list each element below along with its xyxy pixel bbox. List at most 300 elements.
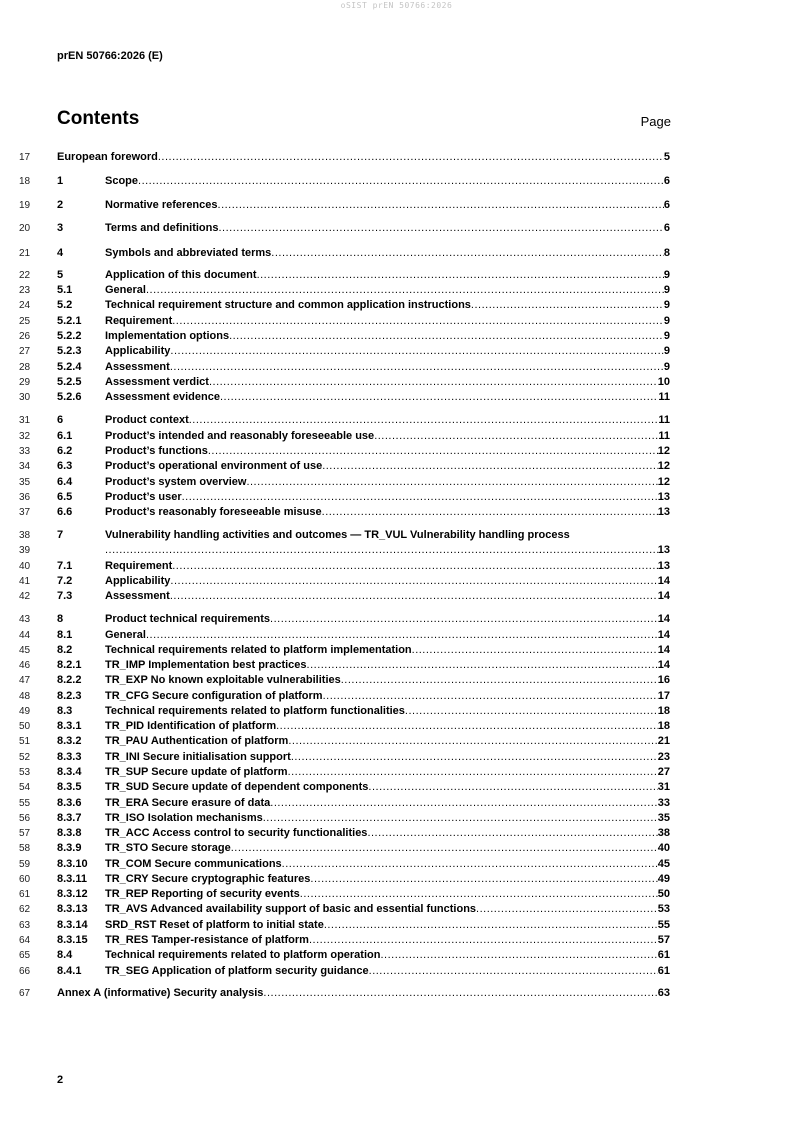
toc-entry[interactable] [0,750,793,765]
line-number: 22 [19,270,31,281]
dot-leader [257,268,664,283]
toc-entry[interactable] [0,948,793,963]
page-ref: 14 [657,644,670,656]
line-number: 61 [19,889,31,900]
dot-leader [276,719,658,734]
section-title: TR_PID Identification of platform [105,720,277,732]
dot-leader [288,765,658,780]
toc-entry[interactable] [0,902,793,917]
dot-leader [310,872,657,887]
toc-entry[interactable] [0,918,793,933]
dot-leader [229,329,664,344]
dot-leader [218,198,664,213]
toc-entry[interactable] [0,221,793,236]
section-title: Symbols and abbreviated terms [105,247,272,259]
section-number: 5.2.1 [57,315,82,327]
section-number: 8.2 [57,644,73,656]
dot-leader [172,559,658,574]
toc-entry[interactable] [0,857,793,872]
page-ref: 14 [657,659,670,671]
dot-leader [300,887,658,902]
dot-leader [412,643,658,658]
dot-leader [405,704,658,719]
toc-entry[interactable] [0,643,793,658]
page-ref: 61 [657,965,670,977]
dot-leader [369,964,658,979]
toc-entry[interactable] [0,658,793,673]
toc-entry[interactable] [0,528,793,543]
section-title: Product’s intended and reasonably foreseeable use [105,430,375,442]
line-number: 31 [19,415,31,426]
section-number: 6 [57,414,64,426]
page-ref: 9 [663,269,670,281]
toc-entry[interactable] [0,811,793,826]
page-ref: 9 [663,299,670,311]
section-title: Technical requirements related to platform implementation [105,644,412,656]
line-number: 49 [19,706,31,717]
section-title: European foreword [57,151,158,163]
toc-title: Contents [57,108,140,129]
line-number: 57 [19,828,31,839]
dot-leader [209,375,658,390]
dot-leader [282,857,658,872]
page-ref: 14 [657,590,670,602]
dot-leader [374,429,658,444]
section-title: Assessment evidence [105,391,220,403]
line-number: 44 [19,630,31,641]
line-number: 63 [19,920,31,931]
page-ref: 12 [657,460,670,472]
toc-entry[interactable] [0,734,793,749]
page-ref: 11 [658,414,670,426]
page-ref: 35 [657,812,670,824]
dot-leader [246,475,657,490]
page-ref: 13 [657,506,670,518]
page-ref: 11 [658,391,670,403]
line-number: 36 [19,492,31,503]
page-ref: 23 [657,751,670,763]
page-ref: 49 [657,873,670,885]
line-number: 17 [19,152,31,163]
section-number: 8.3 [57,705,73,717]
page-ref: 17 [657,690,670,702]
toc-entry[interactable] [0,796,793,811]
line-number: 67 [19,988,31,999]
page-ref: 5 [663,151,670,163]
section-number: 8.4 [57,949,73,961]
section-title: Implementation options [105,330,230,342]
line-number: 59 [19,859,31,870]
section-title: Requirement [105,560,173,572]
dot-leader [218,221,663,236]
line-number: 38 [19,530,31,541]
dot-leader [158,150,664,165]
page-ref: 9 [663,361,670,373]
dot-leader [288,734,657,749]
dot-leader [220,390,658,405]
line-number: 33 [19,446,31,457]
section-title: Assessment [105,590,170,602]
section-number: 8.3.1 [57,720,82,732]
section-title: Product’s reasonably foreseeable misuse [105,506,322,518]
dot-leader [138,174,664,189]
section-number: 5.2.6 [57,391,82,403]
line-number: 32 [19,431,31,442]
line-number: 45 [19,645,31,656]
page-ref: 57 [657,934,670,946]
section-number: 8 [57,613,64,625]
section-number: 8.3.10 [57,858,88,870]
dot-leader [182,490,658,505]
toc-entry[interactable] [0,268,793,283]
toc-entry[interactable] [0,459,793,474]
line-number: 30 [19,392,31,403]
section-number: 6.5 [57,491,73,503]
line-number: 66 [19,966,31,977]
line-number: 20 [19,223,31,234]
dot-leader [208,444,658,459]
line-number: 53 [19,767,31,778]
dot-leader [146,628,658,643]
page-ref: 18 [657,720,670,732]
toc-entry[interactable] [0,429,793,444]
dot-leader [476,902,658,917]
toc-entry[interactable] [0,986,793,1001]
page-ref: 13 [657,544,670,556]
page-ref: 10 [657,376,670,388]
section-title: TR_CFG Secure configuration of platform [105,690,323,702]
section-number: 6.3 [57,460,73,472]
section-title: TR_ERA Secure erasure of data [105,797,271,809]
section-title: Vulnerability handling activities and outcomes — TR_VUL Vulnerability handling process [105,529,570,541]
page-ref: 45 [657,858,670,870]
dot-leader [263,811,658,826]
line-number: 51 [19,736,31,747]
dot-leader [146,283,664,298]
toc-entry[interactable] [0,719,793,734]
section-title: Application of this document [105,269,257,281]
toc-entry[interactable] [0,689,793,704]
section-number: 8.3.14 [57,919,88,931]
section-title: Product technical requirements [105,613,271,625]
toc-entry[interactable] [0,559,793,574]
line-number: 21 [19,248,31,259]
line-number: 65 [19,950,31,961]
page-ref: 14 [657,575,670,587]
toc-entry[interactable] [0,390,793,405]
dot-leader [170,589,658,604]
line-number: 23 [19,285,31,296]
line-number: 60 [19,874,31,885]
page-ref: 6 [663,222,670,234]
toc-entry[interactable] [0,283,793,298]
section-number: 7 [57,529,64,541]
toc-entry[interactable] [0,375,793,390]
line-number: 50 [19,721,31,732]
section-number: 5 [57,269,64,281]
toc-entry[interactable] [0,475,793,490]
section-number: 8.2.3 [57,690,82,702]
line-number: 34 [19,461,31,472]
page-ref: 12 [657,445,670,457]
line-number: 35 [19,477,31,488]
section-number: 5.2.5 [57,376,82,388]
section-title: TR_ISO Isolation mechanisms [105,812,263,824]
section-title: Scope [105,175,139,187]
page-ref: 13 [657,560,670,572]
section-title: Technical requirements related to platform functionalities [105,705,405,717]
page-ref: 11 [658,430,670,442]
page-ref: 9 [663,345,670,357]
toc-entry[interactable] [0,704,793,719]
section-number: 8.3.8 [57,827,82,839]
toc-entry[interactable] [0,543,793,558]
toc-entry[interactable] [0,574,793,589]
dot-leader [263,986,657,1001]
line-number: 58 [19,843,31,854]
toc-entry[interactable] [0,589,793,604]
section-number: 2 [57,199,64,211]
section-number: 8.3.6 [57,797,82,809]
document-id: prEN 50766:2026 (E) [57,50,163,62]
section-number: 3 [57,222,64,234]
section-title: Technical requirements related to platform operation [105,949,381,961]
section-title: TR_SUD Secure update of dependent components [105,781,369,793]
dot-leader [380,948,657,963]
section-number: 8.1 [57,629,73,641]
page-ref: 9 [663,284,670,296]
dot-leader [270,796,657,811]
page-ref: 6 [663,199,670,211]
section-number: 8.3.2 [57,735,82,747]
page-ref: 31 [657,781,670,793]
section-number: 8.3.11 [57,873,87,885]
section-number: 8.2.1 [57,659,82,671]
section-number: 8.3.4 [57,766,82,778]
section-title: TR_AVS Advanced availability support of basic and essential functions [105,903,477,915]
section-number: 5.2.4 [57,361,82,373]
line-number: 27 [19,346,31,357]
line-number: 40 [19,561,31,572]
section-number: 8.3.9 [57,842,82,854]
section-title: General [105,629,146,641]
section-title: TR_CRY Secure cryptographic features [105,873,311,885]
section-number: 5.2 [57,299,73,311]
toc-entry[interactable] [0,505,793,520]
section-number: 8.3.7 [57,812,82,824]
line-number: 54 [19,782,31,793]
section-title: Product’s user [105,491,182,503]
page-ref: 50 [657,888,670,900]
line-number: 25 [19,316,31,327]
toc-entry[interactable] [0,413,793,428]
section-number: 7.1 [57,560,73,572]
page-ref: 27 [657,766,670,778]
line-number: 55 [19,798,31,809]
section-title: TR_ACC Access control to security functionalities [105,827,368,839]
watermark: oSIST prEN 50766:2026 [340,1,453,10]
page-ref: 53 [657,903,670,915]
dot-leader [170,360,664,375]
dot-leader [324,918,658,933]
toc-entry[interactable] [0,344,793,359]
section-number: 5.2.2 [57,330,82,342]
section-number: 8.3.3 [57,751,82,763]
line-number: 41 [19,576,31,587]
section-number: 7.3 [57,590,73,602]
dot-leader [271,246,664,261]
page-ref: 8 [663,247,670,259]
section-title: Annex A (informative) Security analysis [57,987,264,999]
toc-entry[interactable] [0,174,793,189]
section-title: Product’s system overview [105,476,247,488]
section-title: Product’s operational environment of use [105,460,323,472]
dot-leader [231,841,658,856]
toc-entry[interactable] [0,198,793,213]
toc-entry[interactable] [0,444,793,459]
toc-entry[interactable] [0,841,793,856]
section-title: Assessment [105,361,170,373]
page-ref: 16 [657,674,670,686]
section-title: TR_SEG Application of platform security guidance [105,965,369,977]
line-number: 46 [19,660,31,671]
section-number: 6.2 [57,445,73,457]
toc-entry[interactable] [0,780,793,795]
section-title: TR_STO Secure storage [105,842,231,854]
page-ref: 14 [657,613,670,625]
toc-entry[interactable] [0,887,793,902]
toc-entry[interactable] [0,150,793,165]
section-title: Product context [105,414,189,426]
section-number: 6.6 [57,506,73,518]
toc-entry[interactable] [0,490,793,505]
dot-leader [471,298,664,313]
section-number: 8.2.2 [57,674,82,686]
page-ref: 38 [657,827,670,839]
section-title: TR_EXP No known exploitable vulnerabilities [105,674,341,686]
toc-entry[interactable] [0,628,793,643]
page-ref: 63 [657,987,670,999]
page-ref: 18 [657,705,670,717]
section-number: 8.3.13 [57,903,88,915]
toc-entry[interactable] [0,360,793,375]
line-number: 52 [19,752,31,763]
dot-leader [367,826,657,841]
page-ref: 9 [663,315,670,327]
line-number: 19 [19,200,31,211]
page-ref: 61 [657,949,670,961]
section-title: SRD_RST Reset of platform to initial state [105,919,324,931]
line-number: 29 [19,377,31,388]
section-title: TR_INI Secure initialisation support [105,751,291,763]
section-title: Normative references [105,199,218,211]
section-number: 5.1 [57,284,73,296]
line-number: 24 [19,300,31,311]
toc-entry[interactable] [0,872,793,887]
toc-entry[interactable] [0,298,793,313]
section-number: 8.3.15 [57,934,88,946]
toc-entry[interactable] [0,964,793,979]
line-number: 18 [19,176,31,187]
dot-leader [307,658,658,673]
section-title: TR_PAU Authentication of platform [105,735,289,747]
page-ref: 33 [657,797,670,809]
dot-leader [189,413,659,428]
page-ref: 55 [657,919,670,931]
toc-entry[interactable] [0,329,793,344]
section-title: TR_REP Reporting of security events [105,888,300,900]
line-number: 26 [19,331,31,342]
section-number: 8.3.5 [57,781,82,793]
section-number: 8.4.1 [57,965,82,977]
dot-leader [323,689,658,704]
page-ref: 9 [663,330,670,342]
section-title: TR_SUP Secure update of platform [105,766,288,778]
page-ref: 12 [657,476,670,488]
line-number: 48 [19,691,31,702]
section-number: 6.4 [57,476,73,488]
section-title: General [105,284,146,296]
page-ref: 6 [663,175,670,187]
section-title: Applicability [105,345,171,357]
toc-entry[interactable] [0,765,793,780]
section-number: 6.1 [57,430,73,442]
section-title: Technical requirement structure and common application instructions [105,299,471,311]
toc-entry[interactable] [0,673,793,688]
section-number: 5.2.3 [57,345,82,357]
page-ref: 40 [657,842,670,854]
toc-entry[interactable] [0,246,793,261]
dot-leader [172,314,664,329]
section-title: TR_RES Tamper-resistance of platform [105,934,309,946]
page-number: 2 [57,1074,64,1086]
line-number: 56 [19,813,31,824]
page-column-label: Page [640,114,671,129]
dot-leader [170,574,657,589]
page-ref: 14 [657,629,670,641]
line-number: 43 [19,614,31,625]
dot-leader [270,612,658,627]
line-number: 37 [19,507,31,518]
section-number: 4 [57,247,64,259]
line-number: 47 [19,675,31,686]
section-title: Requirement [105,315,173,327]
dot-leader [291,750,658,765]
line-number: 39 [19,545,31,556]
section-title: Assessment verdict [105,376,209,388]
dot-leader [322,459,658,474]
line-number: 42 [19,591,31,602]
dot-leader [322,505,658,520]
page-ref: 13 [657,491,670,503]
section-number: 1 [57,175,64,187]
section-title: Applicability [105,575,171,587]
dot-leader [341,673,658,688]
dot-leader [105,543,658,558]
dot-leader [309,933,658,948]
toc-entry[interactable] [0,612,793,627]
line-number: 64 [19,935,31,946]
toc-entry[interactable] [0,314,793,329]
toc-entry[interactable] [0,826,793,841]
section-title: TR_IMP Implementation best practices [105,659,307,671]
section-title: Terms and definitions [105,222,219,234]
section-title: TR_COM Secure communications [105,858,282,870]
dot-leader [368,780,657,795]
toc-entry[interactable] [0,933,793,948]
section-number: 8.3.12 [57,888,88,900]
section-title: Product’s functions [105,445,208,457]
